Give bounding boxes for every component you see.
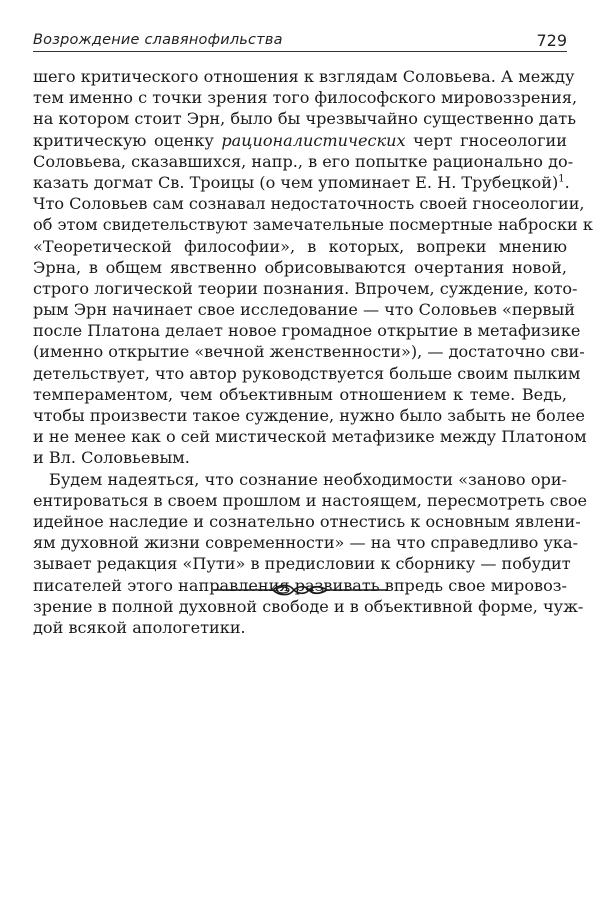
text-line: ентироваться в своем прошлом и настоящем, пересмотреть свое bbox=[33, 490, 588, 510]
text-line: зрение в полной духовной свободе и в объективной форме, чуж- bbox=[33, 596, 584, 616]
text-line: идейное наследие и сознательно отнестись к основным явлени- bbox=[33, 511, 581, 531]
text-line: и Вл. Соловьевым. bbox=[33, 448, 190, 468]
text-line: «Теоретической философии», в которых, вопреки мнению bbox=[33, 236, 567, 256]
text-line: писателей этого направления развивать впредь свое мировоз- bbox=[33, 575, 567, 595]
text-line: тем именно с точки зрения того философского мировоззрения, bbox=[33, 88, 578, 108]
page-number: 729 bbox=[536, 31, 567, 50]
text-line: после Платона делает новое громадное открытие в метафизике bbox=[33, 321, 581, 341]
footnote-marker: 1 bbox=[558, 173, 565, 185]
text-line: об этом свидетельствуют замечательные посмертные наброски к bbox=[33, 215, 593, 235]
text-line: зывает редакция «Пути» в предисловии к сборнику — побудит bbox=[33, 554, 571, 574]
emphasized-word: рационалистических bbox=[221, 130, 406, 150]
text-line: Что Соловьев сам сознавал недостаточность своей гносеологии, bbox=[33, 194, 585, 214]
text-line: Эрна, в общем явственно обрисовываются очертания новой, bbox=[33, 257, 567, 277]
text-line: шего критического отношения к взглядам Соловьева. А между bbox=[33, 67, 575, 86]
running-head-title: Возрождение славянофильства bbox=[33, 32, 283, 48]
text-line: темпераментом, чем объективным отношением к теме. Ведь, bbox=[33, 384, 567, 404]
paragraph-2 bbox=[33, 469, 588, 639]
text-line: на котором стоит Эрн, было бы чрезвычайно существенно дать bbox=[33, 109, 576, 129]
text-segment: . bbox=[564, 172, 570, 192]
text-line: детельствует, что автор руководствуется больше своим пылким bbox=[33, 363, 581, 383]
text-line: ям духовной жизни современности» — на что справедливо ука- bbox=[33, 533, 579, 553]
text-line bbox=[33, 172, 570, 193]
text-line: строго логической теории познания. Впрочем, суждение, кото- bbox=[33, 278, 578, 298]
header-rule bbox=[33, 51, 567, 52]
decorative-flourish-icon bbox=[213, 580, 387, 600]
body-text bbox=[33, 66, 593, 638]
text-segment: казать догмат Св. Троицы (о чем упоминает Е. Н. Трубецкой) bbox=[33, 172, 559, 192]
text-segment: критическую оценку bbox=[33, 130, 214, 150]
text-line: и не менее как о сей мистической метафизике между Платоном bbox=[33, 427, 587, 447]
text-line: Соловьева, сказавшихся, напр., в его попытке рационально до- bbox=[33, 151, 574, 171]
paragraph-1 bbox=[33, 66, 593, 469]
text-line: (именно открытие «вечной женственности»), — достаточно сви- bbox=[33, 342, 585, 362]
book-page bbox=[33, 0, 593, 637]
text-segment: черт гносеологии bbox=[413, 130, 567, 150]
text-line: Будем надеяться, что сознание необходимости «заново ори- bbox=[49, 469, 567, 489]
running-head bbox=[33, 0, 567, 50]
text-line: дой всякой апологетики. bbox=[33, 617, 246, 637]
text-line bbox=[33, 130, 567, 151]
text-line: рым Эрн начинает свое исследование — что Соловьев «первый bbox=[33, 300, 576, 320]
text-line: чтобы произвести такое суждение, нужно было забыть не более bbox=[33, 406, 585, 425]
